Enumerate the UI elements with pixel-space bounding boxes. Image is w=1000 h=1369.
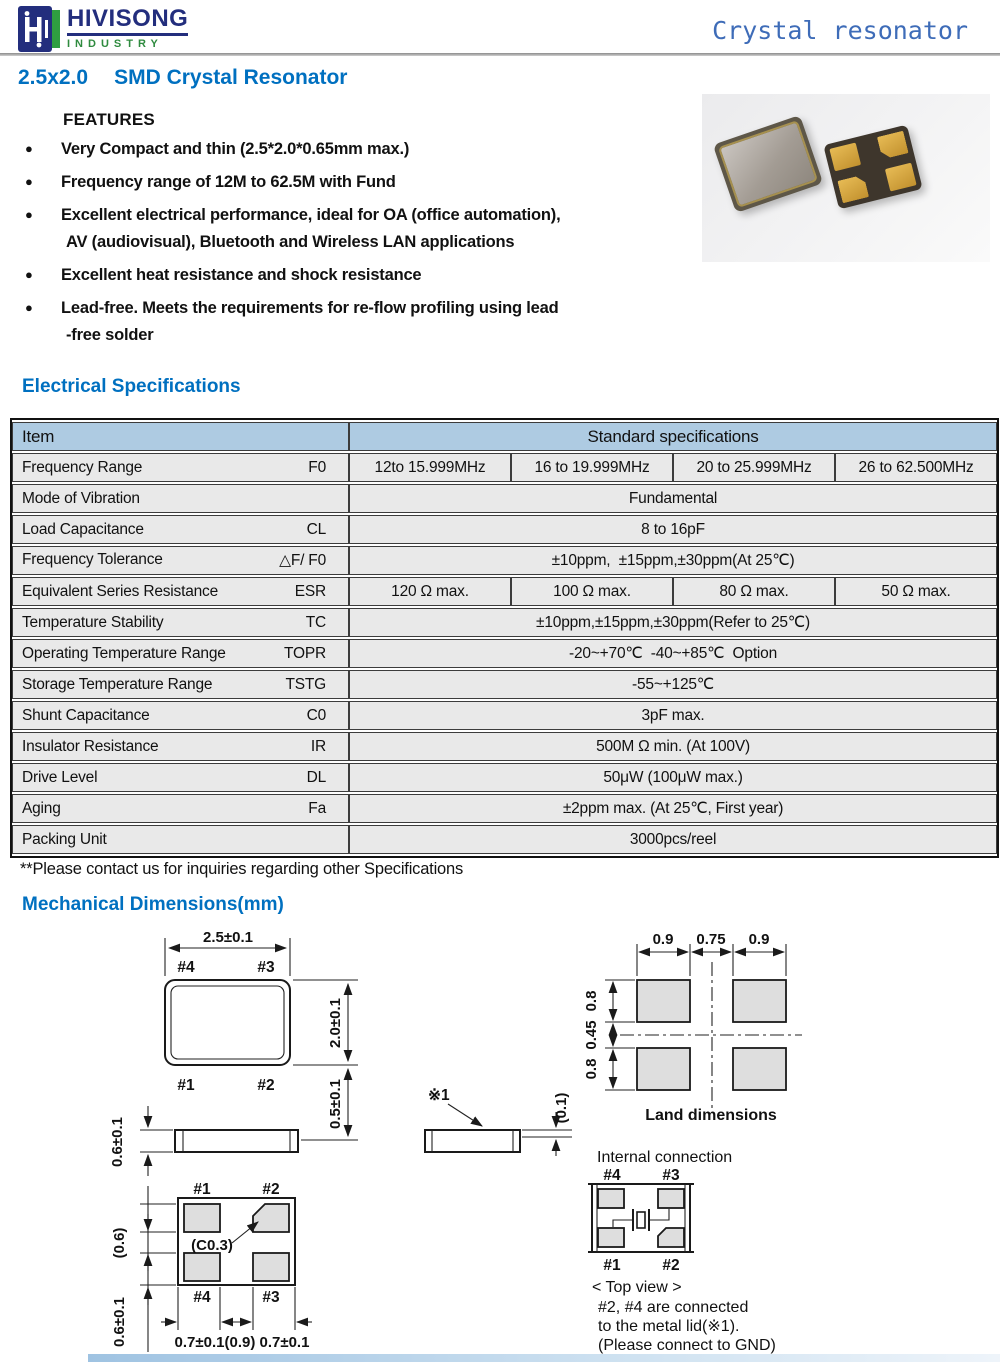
land-dim: 0.8 <box>583 990 600 1012</box>
item-label: Storage Temperature Range <box>22 675 213 693</box>
item-cell <box>12 732 349 761</box>
table-row <box>12 453 997 482</box>
spec-cell: 50 Ω max. <box>835 577 997 606</box>
feature-item <box>25 295 685 349</box>
table-row <box>12 701 997 730</box>
feature-text: Excellent heat resistance and shock resistance <box>61 266 422 284</box>
item-cell <box>12 515 349 544</box>
item-label: Load Capacitance <box>22 520 144 538</box>
spec-cell: 80 Ω max. <box>673 577 835 606</box>
spec-cell: 500M Ω min. (At 100V) <box>349 732 997 761</box>
spec-cell: 26 to 62.500MHz <box>835 453 997 482</box>
spec-cell: ±10ppm,±15ppm,±30ppm(Refer to 25℃) <box>349 608 997 637</box>
table-row <box>12 825 997 854</box>
pad-label: #2 <box>257 1077 275 1094</box>
internal-note: #2, #4 are connected <box>598 1299 749 1316</box>
electrical-specs-table <box>10 418 999 858</box>
spec-cell: Fundamental <box>349 484 997 513</box>
spec-cell: -20~+70℃ -40~+85℃ Option <box>349 639 997 668</box>
land-caption: Land dimensions <box>645 1107 777 1124</box>
pad-label: #3 <box>257 959 275 976</box>
item-cell <box>12 794 349 823</box>
pad-label: #4 <box>177 959 195 976</box>
metal-lid <box>718 120 818 208</box>
features-heading: FEATURES <box>63 110 155 129</box>
spec-cell: 3000pcs/reel <box>349 825 997 854</box>
item-cell <box>12 546 349 575</box>
spec-cell: 16 to 19.999MHz <box>511 453 673 482</box>
feature-text: Lead-free. Meets the requirements for re-flow profiling using lead <box>61 299 559 317</box>
land-dim: 0.75 <box>696 931 726 948</box>
item-code: IR <box>310 737 326 755</box>
page-title <box>18 66 347 90</box>
table-header-row <box>12 422 997 451</box>
item-label: Frequency Range <box>22 458 143 476</box>
internal-connection-view <box>588 1149 776 1354</box>
lid-side-view <box>425 1087 572 1156</box>
item-cell <box>12 577 349 606</box>
feature-text: Very Compact and thin (2.5*2.0*0.65mm max.) <box>61 140 410 158</box>
pad-label: #3 <box>662 1167 680 1184</box>
spec-cell: 100 Ω max. <box>511 577 673 606</box>
item-label: Aging <box>22 799 61 817</box>
feature-text: AV (audiovisual), Bluetooth and Wireless LAN applications <box>66 233 515 251</box>
gold-pad <box>837 175 869 204</box>
dim-standoff: 0.5±0.1 <box>327 1079 344 1129</box>
brand-subtitle: INDUSTRY <box>67 38 163 51</box>
table-row <box>12 484 997 513</box>
item-code: TC <box>305 613 326 631</box>
bullet-icon: ● <box>25 141 33 156</box>
mechanical-drawing <box>90 928 1000 1358</box>
spec-cell: ±2ppm max. (At 25℃, First year) <box>349 794 997 823</box>
item-label: Insulator Resistance <box>22 737 159 755</box>
feature-item <box>25 202 685 256</box>
dim-width: 2.5±0.1 <box>203 929 253 946</box>
item-code: TSTG <box>285 675 326 693</box>
item-label: Drive Level <box>22 768 98 786</box>
land-dim: 0.9 <box>652 931 674 948</box>
table-row <box>12 670 997 699</box>
spec-cell: ±10ppm, ±15ppm,±30ppm(At 25℃) <box>349 546 997 575</box>
spec-cell: 120 Ω max. <box>349 577 511 606</box>
pad-label: #4 <box>603 1167 621 1184</box>
item-cell <box>12 763 349 792</box>
item-code: Fa <box>308 799 326 817</box>
package-bottom-view <box>111 1181 312 1352</box>
bullet-icon: ● <box>25 267 33 282</box>
feature-item <box>25 169 685 196</box>
company-logo <box>18 6 188 52</box>
spec-cell: 12to 15.999MHz <box>349 453 511 482</box>
land-dim: 0.8 <box>583 1058 600 1080</box>
item-cell <box>12 484 349 513</box>
item-code: DL <box>306 768 326 786</box>
table-row <box>12 794 997 823</box>
feature-item <box>25 262 685 289</box>
item-code: F0 <box>308 458 326 476</box>
table-row <box>12 577 997 606</box>
table-row <box>12 763 997 792</box>
land-dimensions-view <box>583 931 802 1124</box>
item-code: TOPR <box>284 644 326 662</box>
crystal-chip-pad-view <box>823 125 922 210</box>
pad-label: #4 <box>193 1289 211 1306</box>
feature-item <box>25 136 685 163</box>
lid-note: ※1 <box>428 1087 450 1104</box>
pad-label: #1 <box>603 1257 621 1274</box>
pad-label: #2 <box>662 1257 680 1274</box>
dim-thickness: 0.6±0.1 <box>109 1117 126 1167</box>
item-code: △F/ F0 <box>279 552 326 569</box>
package-top-view <box>165 929 358 1140</box>
item-label: Shunt Capacitance <box>22 706 150 724</box>
gold-pad <box>885 163 917 192</box>
feature-text: Excellent electrical performance, ideal for OA (office automation), <box>61 206 561 224</box>
item-label: Operating Temperature Range <box>22 644 226 662</box>
product-photo <box>702 94 990 262</box>
item-label: Temperature Stability <box>22 613 164 631</box>
dim-pad-gap: (0.6) <box>111 1227 128 1259</box>
item-code: CL <box>306 520 326 538</box>
table-row <box>12 639 997 668</box>
gold-pad <box>877 131 909 160</box>
dim-height: 2.0±0.1 <box>327 998 344 1048</box>
spec-cell: -55~+125℃ <box>349 670 997 699</box>
land-dim: 0.9 <box>748 931 770 948</box>
table-row <box>12 608 997 637</box>
bullet-icon: ● <box>25 174 33 189</box>
page-title-size: 2.5x2.0 <box>18 66 89 89</box>
item-label: Equivalent Series Resistance <box>22 582 219 600</box>
header-divider <box>0 53 1000 56</box>
spec-cell: 50μW (100μW max.) <box>349 763 997 792</box>
electrical-specs-heading: Electrical Specifications <box>22 376 241 397</box>
crystal-chip-lid-view <box>713 115 823 213</box>
item-label: Packing Unit <box>22 830 107 848</box>
internal-caption: < Top view > <box>592 1279 682 1296</box>
table-row <box>12 546 997 575</box>
pad-label: #1 <box>193 1181 211 1198</box>
col-header-spec: Standard specifications <box>349 422 997 451</box>
bullet-icon: ● <box>25 300 33 315</box>
footer-accent-bar <box>88 1354 1000 1362</box>
internal-note: to the metal lid(※1). <box>598 1318 740 1335</box>
spec-cell: 3pF max. <box>349 701 997 730</box>
spec-cell: 8 to 16pF <box>349 515 997 544</box>
dim-chamfer: (C0.3) <box>191 1237 233 1254</box>
item-label: Frequency Tolerance <box>22 551 163 568</box>
feature-text: Frequency range of 12M to 62.5M with Fund <box>61 173 396 191</box>
pad-label: #3 <box>262 1289 280 1306</box>
gold-pad <box>829 142 861 171</box>
table-footnote: **Please contact us for inquiries regarding other Specifications <box>20 860 464 878</box>
spec-cell: 20 to 25.999MHz <box>673 453 835 482</box>
mechanical-dims-heading: Mechanical Dimensions(mm) <box>22 894 284 915</box>
table-row <box>12 732 997 761</box>
dim-pad-height: 0.6±0.1 <box>111 1297 128 1347</box>
item-cell <box>12 608 349 637</box>
internal-note: (Please connect to GND) <box>598 1337 776 1354</box>
item-cell <box>12 825 349 854</box>
item-cell <box>12 701 349 730</box>
dim-lid-thickness: (0.1) <box>553 1092 570 1124</box>
item-code: C0 <box>306 706 326 724</box>
page-title-name: SMD Crystal Resonator <box>114 66 348 89</box>
item-cell <box>12 670 349 699</box>
pad-label: #2 <box>262 1181 280 1198</box>
internal-title: Internal connection <box>597 1149 733 1166</box>
document-title: Crystal resonator <box>712 16 968 45</box>
table-row <box>12 515 997 544</box>
item-label: Mode of Vibration <box>22 489 140 507</box>
logo-icon <box>18 6 60 52</box>
features-section <box>25 110 685 349</box>
item-code: ESR <box>294 582 326 600</box>
land-dim: 0.45 <box>583 1020 600 1050</box>
pad-label: #1 <box>177 1077 195 1094</box>
dim-bottom-pitch: 0.7±0.1(0.9) 0.7±0.1 <box>174 1334 310 1351</box>
item-cell <box>12 453 349 482</box>
brand-name: HIVISONG <box>67 6 188 36</box>
col-header-item: Item <box>12 422 349 451</box>
package-side-view <box>109 1106 298 1176</box>
feature-text: -free solder <box>66 326 154 344</box>
item-cell <box>12 639 349 668</box>
bullet-icon: ● <box>25 207 33 222</box>
